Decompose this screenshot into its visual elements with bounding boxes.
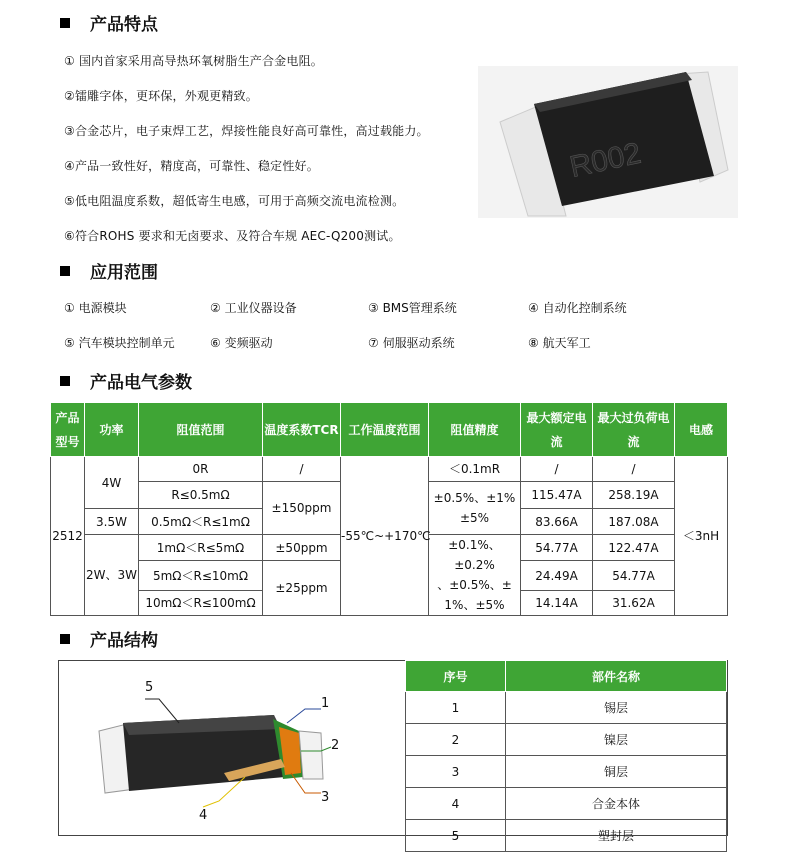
header-cell: 产品型号 <box>51 403 85 457</box>
header-cell: 温度系数TCR <box>263 403 341 457</box>
chip-marking: R002 <box>566 136 644 184</box>
part-name-cell: 塑封层 <box>506 820 727 852</box>
part-no-cell: 3 <box>406 756 506 788</box>
overload-current-cell: 258.19A <box>593 482 675 509</box>
bullet-square-icon <box>60 266 70 276</box>
structure-label-1: 1 <box>321 696 330 711</box>
header-cell: 最大额定电流 <box>521 403 593 457</box>
table-row <box>406 820 727 852</box>
header-cell: 阻值范围 <box>139 403 263 457</box>
tcr-cell: ±150ppm <box>263 482 341 535</box>
range-cell: 5mΩ＜R≤10mΩ <box>139 561 263 591</box>
overload-current-cell: 122.47A <box>593 535 675 561</box>
tcr-cell: / <box>263 457 341 482</box>
table-row <box>406 724 727 756</box>
part-no-cell: 2 <box>406 724 506 756</box>
section-title-features <box>60 10 158 35</box>
header-cell: 功率 <box>85 403 139 457</box>
overload-current-cell: / <box>593 457 675 482</box>
tolerance-line: ±5% <box>459 511 490 525</box>
rated-current-cell: 14.14A <box>521 591 593 616</box>
application-item: ② 工业仪器设备 <box>210 301 297 315</box>
application-item: ④ 自动化控制系统 <box>528 301 627 315</box>
range-cell: 10mΩ＜R≤100mΩ <box>139 591 263 616</box>
header-cell: 序号 <box>406 661 506 692</box>
table-row <box>51 457 728 482</box>
table-row <box>406 756 727 788</box>
bullet-square-icon <box>60 18 70 28</box>
part-name-cell: 锡层 <box>506 692 727 724</box>
bullet-square-icon <box>60 634 70 644</box>
inductance-cell: ＜3nH <box>675 457 728 616</box>
feature-item: ⑥符合ROHS 要求和无卤要求、及符合车规 AEC-Q200测试。 <box>64 229 401 243</box>
power-cell: 3.5W <box>85 509 139 535</box>
range-cell: 0.5mΩ＜R≤1mΩ <box>139 509 263 535</box>
overload-current-cell: 187.08A <box>593 509 675 535</box>
section-title-parameters <box>60 368 192 393</box>
feature-item: ③合金芯片，电子束焊工艺，焊接性能良好高可靠性，高过载能力。 <box>64 124 429 138</box>
parameter-table <box>50 402 728 616</box>
structure-title-text: 产品结构 <box>90 631 158 651</box>
structure-label-5: 5 <box>145 680 154 695</box>
header-cell: 最大过负荷电流 <box>593 403 675 457</box>
structure-diagram <box>59 661 405 835</box>
overload-current-cell: 54.77A <box>593 561 675 591</box>
part-no-cell: 1 <box>406 692 506 724</box>
applications-title-text: 应用范围 <box>90 263 158 283</box>
table-row <box>406 788 727 820</box>
table-row <box>406 692 727 724</box>
bullet-square-icon <box>60 376 70 386</box>
structure-label-4: 4 <box>199 808 208 823</box>
part-name-cell: 铜层 <box>506 756 727 788</box>
tolerance-cell <box>429 482 521 535</box>
table-header-row <box>51 403 728 457</box>
application-item: ③ BMS管理系统 <box>368 301 457 315</box>
header-cell: 阻值精度 <box>429 403 521 457</box>
part-no-cell: 5 <box>406 820 506 852</box>
range-cell: R≤0.5mΩ <box>139 482 263 509</box>
tcr-cell: ±50ppm <box>263 535 341 561</box>
section-title-structure <box>60 626 158 651</box>
feature-item: ②镭雕字体，更环保，外观更精致。 <box>64 89 258 103</box>
tcr-cell: ±25ppm <box>263 561 341 616</box>
tolerance-line: ±0.1%、±0.2% <box>448 538 501 572</box>
parts-header-row <box>406 661 727 692</box>
range-cell: 0R <box>139 457 263 482</box>
header-cell: 工作温度范围 <box>341 403 429 457</box>
features-title-text: 产品特点 <box>90 15 158 35</box>
application-item: ⑤ 汽车模块控制单元 <box>64 336 175 350</box>
feature-item: ⑤低电阻温度系数，超低寄生电感，可用于高频交流电流检测。 <box>64 194 405 208</box>
part-name-cell: 镍层 <box>506 724 727 756</box>
application-item: ① 电源模块 <box>64 301 127 315</box>
rated-current-cell: 83.66A <box>521 509 593 535</box>
application-item: ⑥ 变频驱动 <box>210 336 273 350</box>
tolerance-line: ±0.5%、±1% <box>433 491 516 505</box>
feature-item: ④产品一致性好，精度高，可靠性、稳定性好。 <box>64 159 319 173</box>
rated-current-cell: / <box>521 457 593 482</box>
model-cell: 2512 <box>51 457 85 616</box>
structure-label-2: 2 <box>331 738 340 753</box>
parameters-title-text: 产品电气参数 <box>90 373 192 393</box>
power-cell: 2W、3W <box>85 535 139 616</box>
tolerance-line: 、±0.5%、± <box>437 578 512 592</box>
structure-label-3: 3 <box>321 790 330 805</box>
power-cell: 4W <box>85 457 139 509</box>
header-cell: 电感 <box>675 403 728 457</box>
rated-current-cell: 115.47A <box>521 482 593 509</box>
temp-range-cell: -55℃~+170℃ <box>341 457 429 616</box>
header-cell: 部件名称 <box>506 661 727 692</box>
tolerance-cell: ＜0.1mR <box>429 457 521 482</box>
product-photo <box>478 66 738 218</box>
parts-table <box>405 660 727 852</box>
tolerance-cell <box>429 535 521 616</box>
application-item: ⑦ 伺服驱动系统 <box>368 336 455 350</box>
range-cell: 1mΩ＜R≤5mΩ <box>139 535 263 561</box>
rated-current-cell: 24.49A <box>521 561 593 591</box>
part-no-cell: 4 <box>406 788 506 820</box>
section-title-applications <box>60 258 158 283</box>
tolerance-line: 1%、±5% <box>444 598 505 612</box>
application-item: ⑧ 航天军工 <box>528 336 591 350</box>
part-name-cell: 合金本体 <box>506 788 727 820</box>
overload-current-cell: 31.62A <box>593 591 675 616</box>
rated-current-cell: 54.77A <box>521 535 593 561</box>
feature-item: ① 国内首家采用高导热环氧树脂生产合金电阻。 <box>64 54 323 68</box>
